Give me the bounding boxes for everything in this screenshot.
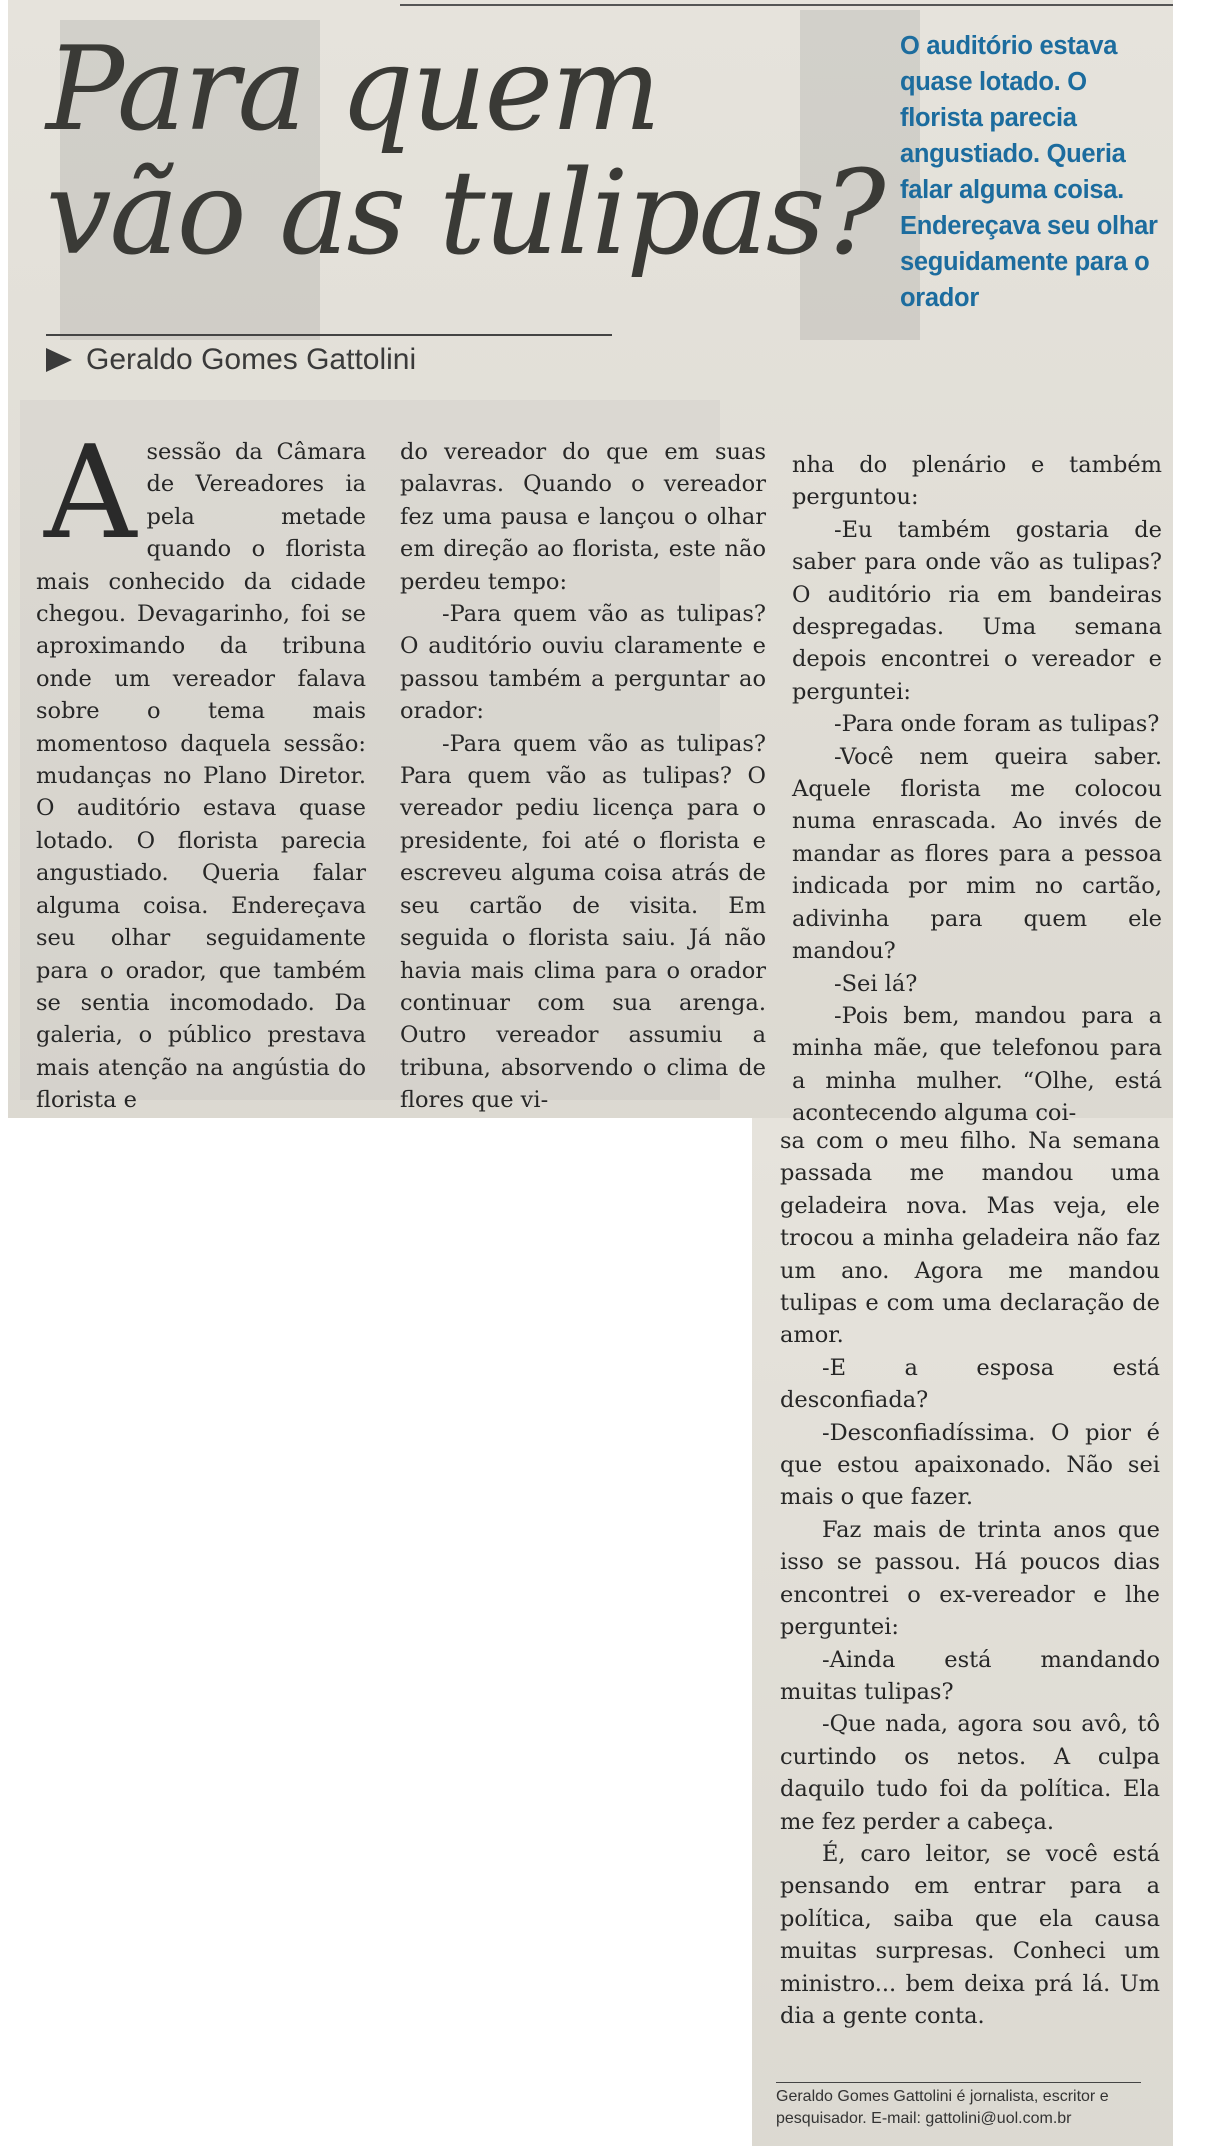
paragraph: -Sei lá? [834,970,918,997]
article-column-3 [792,449,1162,1130]
author-note: Geraldo Gomes Gattolini é jornalista, escritor e pesquisador. E-mail: gattolini@uol.com.br [776,2088,1109,2127]
byline-author: Geraldo Gomes Gattolini [86,343,417,376]
paragraph: -Que nada, agora sou avô, tô curtindo os netos. A culpa daquilo tudo foi da política. Ela me fez perder a cabeça. [780,1711,1160,1835]
byline-rule [46,334,612,336]
headline-line-2: vão as tulipas? [46,146,884,281]
paragraph: -Ainda está mandando muitas tulipas? [780,1646,1160,1705]
paragraph: -Para onde foram as tulipas? [834,711,1160,738]
article-column-3-continued [780,1125,1160,2032]
paragraph: Faz mais de trinta anos que isso se passou. Há poucos dias encontrei o ex-vereador e lhe perguntei: [780,1516,1160,1641]
paragraph: É, caro leitor, se você está pensando em entrar para a política, saiba que ela causa muitas surpresas. Conheci um ministro... bem deixa prá lá. Um dia a gente conta. [780,1840,1160,2029]
paragraph: sa com o meu filho. Na semana passada me mandou uma geladeira nova. Mas veja, ele trocou a minha geladeira não faz um ano. Agora me mandou tulipas e com uma declaração de amor. [780,1128,1160,1349]
byline [46,340,416,380]
paragraph: -E a esposa está desconfiada? [780,1354,1160,1414]
paragraph: sessão da Câmara de Vereadores ia pela metade quando o florista mais conhecido da cidade chegou. Devagarinho, foi se aproximando da tribuna onde um vereador falava sobre o tema mais momentoso daquela sessão: mudanças no Plano Diretor. O auditório estava quase lotado. O florista parecia angustiado. Queria falar alguma coisa. Endereçava seu olhar seguidamente para o orador, que também se sentia incomodado. Da galeria, o público prestava mais atenção na angústia do florista e [36,439,366,1114]
paragraph: nha do plenário e também perguntou: [792,452,1162,511]
paragraph: do vereador do que em suas palavras. Quando o vereador fez uma pausa e lançou o olhar em direção ao florista, este não perdeu tempo: [400,439,766,595]
paragraph: -Desconfiadíssima. O pior é que estou apaixonado. Não sei mais o que fazer. [780,1419,1160,1511]
drop-cap: A [44,419,137,568]
top-rule [400,4,1173,6]
paragraph: -Você nem queira saber. Aquele florista me colocou numa enrascada. Ao invés de mandar as flores para a pessoa indicada por mim no cartão, adivinha para quem ele mandou? [792,743,1162,965]
article-column-1 [36,419,366,1117]
paragraph: -Eu também gostaria de saber para onde vão as tulipas? O auditório ria em bandeiras despregadas. Uma semana depois encontrei o vereador e perguntei: [792,516,1162,705]
headline-line-1: Para quem [46,22,660,157]
article-column-2 [400,436,766,1117]
paragraph: -Para quem vão as tulipas? Para quem vão as tulipas? O vereador pediu licença para o presidente, foi até o florista e escreveu alguma coisa atrás de seu cartão de visita. Em seguida o florista saiu. Já não havia mais clima para o orador continuar com sua arenga. Outro vereador assumiu a tribuna, absorvendo o clima de flores que vi- [400,730,766,1114]
footer-rule [776,2082,1141,2083]
arrow-icon [46,348,72,372]
headline [46,22,886,281]
paragraph: -Pois bem, mandou para a minha mãe, que telefonou para a minha mulher. “Olhe, está acontecendo alguma coi- [792,1002,1162,1127]
pull-quote: O auditório estava quase lotado. O florista parecia angustiado. Queria falar alguma coisa. Endereçava seu olhar seguidamente para o orador [900,32,1158,312]
paragraph: -Para quem vão as tulipas? O auditório ouviu claramente e passou também a perguntar ao orador: [400,601,766,725]
